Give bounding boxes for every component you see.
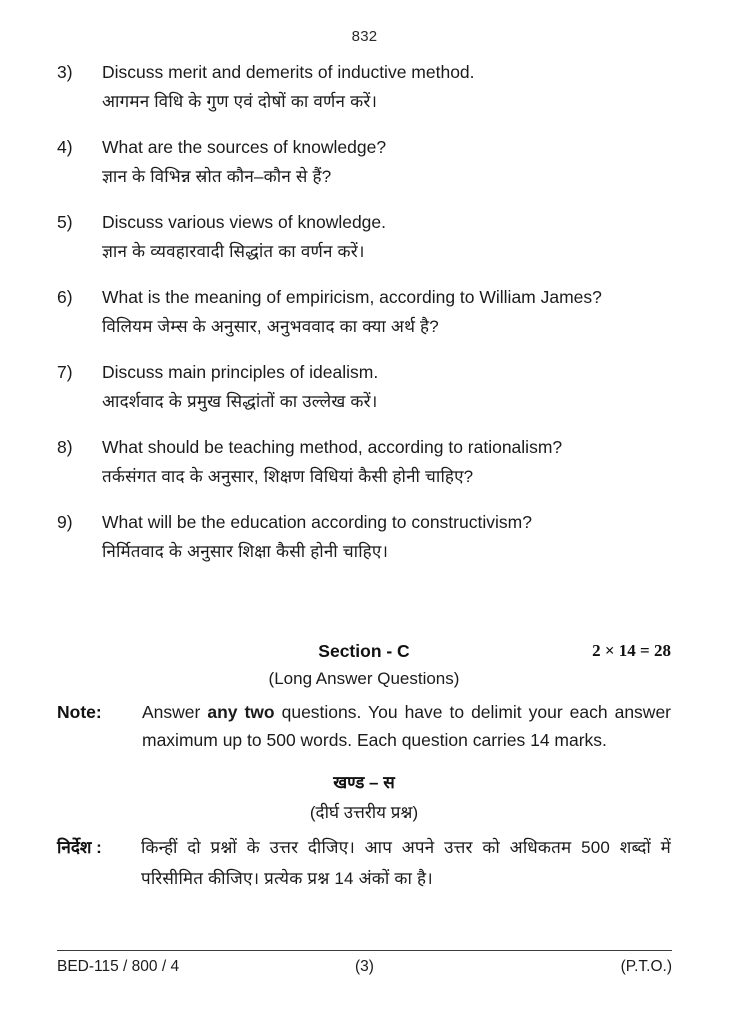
footer-page-number: (3) [355,958,374,975]
question-body [102,433,671,492]
question-number: 7) [57,362,73,382]
question-number: 4) [57,137,73,157]
question-number: 9) [57,512,73,532]
question-body [102,133,671,192]
question-text-hindi: ज्ञान के व्यवहारवादी सिद्धांत का वर्णन करें। [102,242,365,261]
note-text-part1: Answer [142,702,208,722]
question-text-english: What is the meaning of empiricism, according to William James? [102,287,602,307]
section-title-hindi: खण्ड – स [333,773,395,792]
note-row [57,698,671,754]
question-text-english: What will be the education according to constructivism? [102,512,532,532]
section-title: Section - C [318,641,410,661]
question-number: 8) [57,437,73,457]
question-item [57,358,671,417]
question-text-hindi: आदर्शवाद के प्रमुख सिद्धांतों का उल्लेख करें। [102,392,378,411]
footer-row [57,958,672,980]
question-item [57,283,671,342]
section-subtitle-hindi: (दीर्घ उत्तरीय प्रश्न) [309,803,419,822]
question-item [57,508,671,567]
question-text-hindi: ज्ञान के विभिन्न स्रोत कौन–कौन से हैं? [102,167,332,186]
question-text-hindi: निर्मितवाद के अनुसार शिक्षा कैसी होनी चाहिए। [102,542,389,561]
question-text-hindi: विलियम जेम्स के अनुसार, अनुभववाद का क्या अर्थ है? [102,317,439,336]
page-top-number: 832 [351,28,378,45]
question-body [102,58,671,117]
question-item [57,208,671,267]
question-text-english: Discuss various views of knowledge. [102,212,387,232]
question-text-english: What should be teaching method, according to rationalism? [102,437,563,457]
section-marks: 2 × 14 = 28 [592,641,671,660]
question-item [57,133,671,192]
page-footer [57,950,672,980]
nirdesh-row [57,832,671,894]
question-item [57,433,671,492]
questions-list [57,58,671,583]
nirdesh-text: किन्हीं दो प्रश्नों के उत्तर दीजिए। आप अपने उत्तर को अधिकतम 500 शब्दों में परिसीमित कीजिए। प्रत्येक प्रश्न 14 अंकों का है। [141,838,671,888]
section-header-row [57,638,671,664]
footer-divider [57,950,672,951]
nirdesh-label: निर्देश : [57,838,102,857]
question-body [102,358,671,417]
footer-pto: (P.T.O.) [620,958,672,975]
question-body [102,208,671,267]
note-label: Note: [57,702,102,722]
question-body [102,283,671,342]
question-text-hindi: तर्कसंगत वाद के अनुसार, शिक्षण विधियां कैसी होनी चाहिए? [102,467,474,486]
note-text-emphasis: any two [207,702,275,722]
question-number: 6) [57,287,73,307]
question-text-english: Discuss main principles of idealism. [102,362,379,382]
question-text-english: Discuss merit and demerits of inductive method. [102,62,475,82]
question-item [57,58,671,117]
footer-paper-code: BED-115 / 800 / 4 [57,958,180,975]
question-number: 3) [57,62,73,82]
question-text-hindi: आगमन विधि के गुण एवं दोषों का वर्णन करें। [102,92,378,111]
section-c-block [57,638,671,894]
section-subtitle: (Long Answer Questions) [268,669,460,688]
question-number: 5) [57,212,73,232]
question-body [102,508,671,567]
note-text [142,698,671,754]
note-text-part2: questions. You have to delimit your each answer maximum up to 500 words. Each question carries 14 marks. [142,702,672,750]
question-text-english: What are the sources of knowledge? [102,137,387,157]
